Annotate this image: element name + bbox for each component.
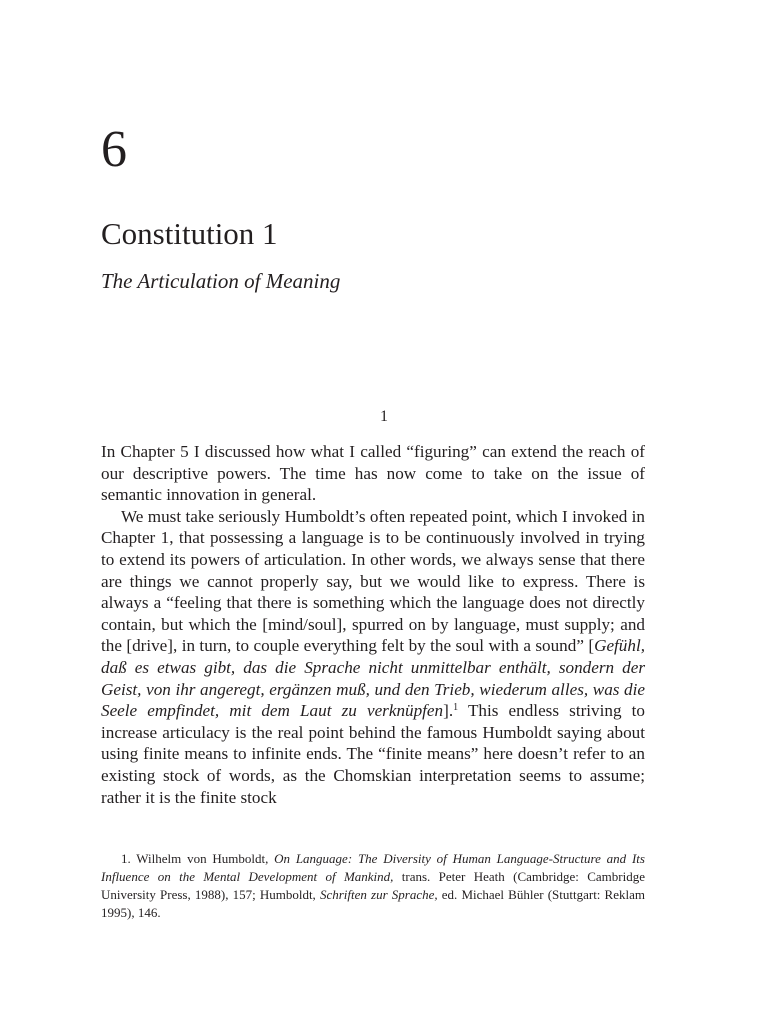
footnote-book-title-2: Schriften zur Sprache, bbox=[319, 887, 438, 902]
section-number: 1 bbox=[380, 408, 388, 425]
footnote-citation-mid: trans. Peter Heath (Cambridge: Cambridge University Press, 1988), 157; Humboldt, bbox=[101, 869, 645, 902]
paragraph-2-text-a: We must take seriously Humboldt’s often repeated point, which I invoked in Chapter 1, that possessing a language is to be continuously involved in trying to extend its powers of articulation. In other words, we always sense that there are things we cannot properly say, but we would like to express. There is always a “feeling that there is something which the language does not directly contain, but which the [mind/soul], spurred on by language, must supply; and the [drive], in turn, to couple everything felt by the soul with a sound” [ bbox=[101, 506, 645, 656]
paragraph-2-text-b: ]. bbox=[443, 701, 454, 721]
chapter-subtitle: The Articulation of Meaning bbox=[101, 269, 341, 293]
body-text bbox=[101, 441, 645, 808]
footnote-citation-end: ed. Michael Bühler (Stuttgart: Reklam 1995), 146. bbox=[101, 887, 645, 920]
paragraph-2-text-c: This endless striving to increase articulacy is the real point behind the famous Humboldt saying about using finite means to infinite ends. The “finite means” here doesn’t refer to an existing stock of words, as the Chomskian interpretation seems to assume; rather it is the finite stock bbox=[101, 701, 645, 807]
footnote-1 bbox=[101, 850, 645, 922]
footnote-reference[interactable]: 1 bbox=[453, 702, 459, 714]
footnote-marker: 1. Wilhelm von Humboldt, bbox=[121, 851, 275, 866]
paragraph-2 bbox=[101, 506, 645, 808]
paragraph-1: In Chapter 5 I discussed how what I called “figuring” can extend the reach of our descriptive powers. The time has now come to take on the issue of semantic innovation in general. bbox=[101, 442, 645, 505]
chapter-title: Constitution 1 bbox=[101, 216, 278, 251]
footnote-book-title-1: On Language: The Diversity of Human Language-Structure and Its Influence on the Mental Development of Mankind, bbox=[101, 851, 645, 884]
german-quotation: Gefühl, daß es etwas gibt, das die Sprache nicht unmittelbar enthält, sondern der Geist, von ihr angeregt, ergänzen muß, und den Trieb, wiederum alles, was die Seele empfindet, mit dem Laut zu verknüpfen bbox=[101, 636, 645, 721]
chapter-number: 6 bbox=[101, 121, 127, 178]
